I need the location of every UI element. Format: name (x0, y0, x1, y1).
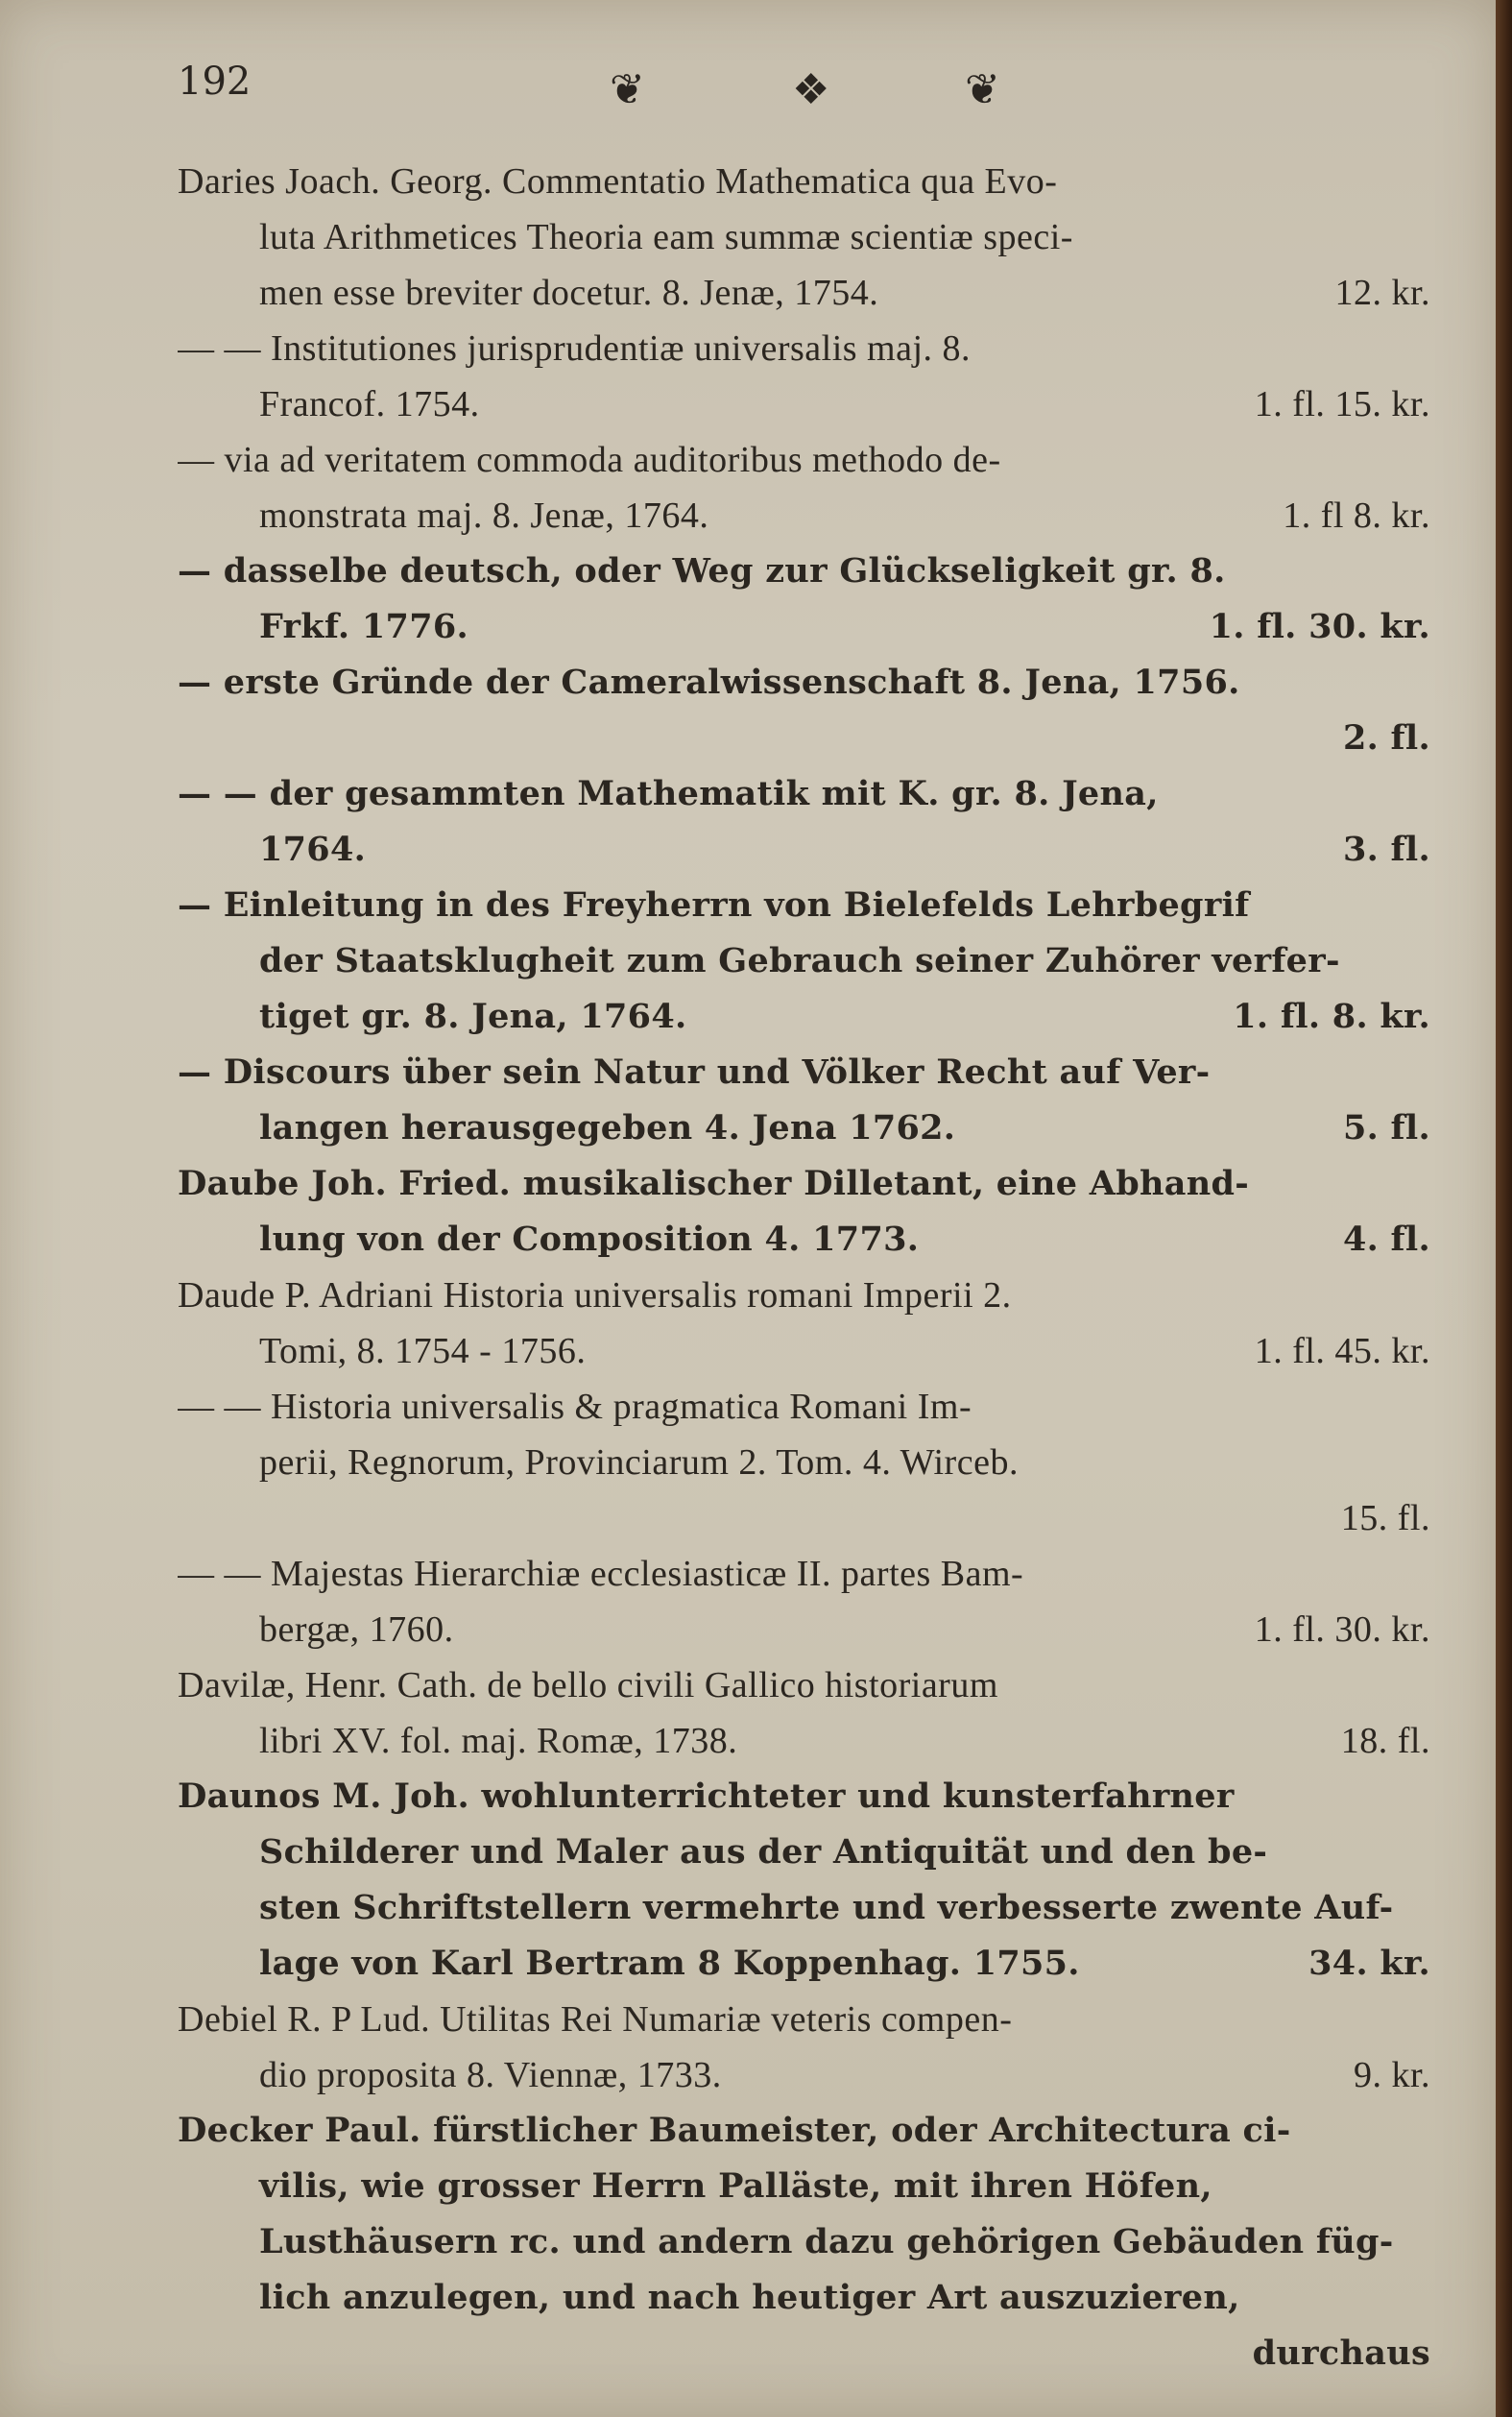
text-line (178, 655, 1430, 711)
text-line (178, 1379, 1430, 1435)
line-text: lage von Karl Bertram 8 Koppenhag. 1755. (259, 1944, 1080, 1983)
text-line (178, 1713, 1430, 1769)
line-text: luta Arithmetices Theoria eam summæ scientiæ speci- (259, 217, 1073, 257)
text-line (178, 1212, 1430, 1268)
text-line (178, 265, 1430, 321)
line-text: — — Majestas Hierarchiæ ecclesiasticæ II. partes Bam- (178, 1554, 1024, 1594)
text-line (178, 2047, 1430, 2103)
line-text: Debiel R. P Lud. Utilitas Rei Numariæ veteris compen- (178, 1999, 1013, 2040)
catalogue-entries (178, 154, 1430, 2381)
text-line (178, 321, 1430, 376)
text-line (178, 1657, 1430, 1713)
price: 1. fl. 15. kr. (1254, 384, 1430, 424)
text-line (178, 1880, 1430, 1936)
line-text: perii, Regnorum, Provinciarum 2. Tom. 4. Wirceb. (259, 1442, 1019, 1483)
price: 3. fl. (1342, 830, 1430, 869)
text-line (178, 2326, 1430, 2381)
text-line (178, 711, 1430, 766)
text-line (178, 1268, 1430, 1323)
price: 1. fl 8. kr. (1283, 495, 1430, 536)
line-text: — — Institutiones jurisprudentiæ universalis maj. 8. (178, 328, 972, 369)
line-text: Daube Joh. Fried. musikalischer Dilletant, eine Abhand- (178, 1164, 1250, 1203)
line-text: vilis, wie grosser Herrn Palläste, mit ihren Höfen, (259, 2166, 1212, 2206)
text-line (178, 1546, 1430, 1602)
line-text: 1764. (259, 830, 367, 869)
line-text: tiget gr. 8. Jena, 1764. (259, 997, 687, 1036)
text-line (178, 2270, 1430, 2326)
price: durchaus (1252, 2333, 1430, 2373)
running-head (178, 48, 1416, 134)
line-text: Lusthäusern rc. und andern dazu gehörigen Gebäuden füg- (259, 2222, 1394, 2261)
price: 18. fl. (1340, 1721, 1430, 1761)
text-line (178, 2159, 1430, 2214)
text-line (178, 989, 1430, 1045)
text-line (178, 1435, 1430, 1490)
line-text: — — Historia universalis & pragmatica Romani Im- (178, 1387, 972, 1427)
line-text: bergæ, 1760. (259, 1609, 454, 1650)
price: 12. kr. (1334, 273, 1430, 313)
line-text: libri XV. fol. maj. Romæ, 1738. (259, 1721, 738, 1761)
text-line (178, 766, 1430, 822)
text-line (178, 209, 1430, 265)
text-line (178, 933, 1430, 989)
text-line (178, 1490, 1430, 1546)
line-text: Daude P. Adriani Historia universalis romani Imperii 2. (178, 1275, 1012, 1316)
text-line (178, 154, 1430, 209)
line-text: Decker Paul. fürstlicher Baumeister, oder Architectura ci- (178, 2111, 1291, 2150)
line-text: — via ad veritatem commoda auditoribus methodo de- (178, 440, 1001, 480)
line-text: Daunos M. Joh. wohlunterrichteter und kunsterfahrner (178, 1776, 1235, 1816)
text-line (178, 1100, 1430, 1156)
text-line (178, 599, 1430, 655)
text-line (178, 544, 1430, 599)
price: 1. fl. 30. kr. (1209, 607, 1430, 646)
text-line (178, 432, 1430, 488)
line-text: der Staatsklugheit zum Gebrauch seiner Zuhörer verfer- (259, 941, 1340, 980)
text-line (178, 2214, 1430, 2270)
fleuron-ornament-left: ❦ (610, 65, 645, 114)
price: 2. fl. (1342, 718, 1430, 758)
price: 1. fl. 30. kr. (1254, 1609, 1430, 1650)
text-line (178, 1936, 1430, 1992)
price: 5. fl. (1342, 1108, 1430, 1148)
text-line (178, 1323, 1430, 1379)
line-text: Tomi, 8. 1754 - 1756. (259, 1331, 587, 1371)
line-text: Daries Joach. Georg. Commentatio Mathematica qua Evo- (178, 161, 1058, 202)
line-text: langen herausgegeben 4. Jena 1762. (259, 1108, 956, 1148)
price: 15. fl. (1340, 1498, 1430, 1538)
text-line (178, 1156, 1430, 1212)
fleuron-ornament-center: ❖ (792, 65, 830, 114)
line-text: Davilæ, Henr. Cath. de bello civili Gallico historiarum (178, 1665, 998, 1705)
line-text: dio proposita 8. Viennæ, 1733. (259, 2055, 722, 2095)
page-number: 192 (178, 60, 252, 104)
text-line (178, 2103, 1430, 2159)
text-line (178, 1992, 1430, 2047)
line-text: — erste Gründe der Cameralwissenschaft 8. Jena, 1756. (178, 663, 1240, 702)
price: 1. fl. 45. kr. (1254, 1331, 1430, 1371)
fleuron-ornament-right: ❦ (965, 65, 1000, 114)
text-line (178, 878, 1430, 933)
line-text: sten Schriftstellern vermehrte und verbesserte zwente Auf- (259, 1888, 1394, 1927)
text-line (178, 1045, 1430, 1100)
text-line (178, 1602, 1430, 1657)
text-line (178, 822, 1430, 878)
price: 1. fl. 8. kr. (1233, 997, 1430, 1036)
line-text: lich anzulegen, und nach heutiger Art auszuzieren, (259, 2278, 1240, 2317)
line-text: men esse breviter docetur. 8. Jenæ, 1754. (259, 273, 879, 313)
line-text: — Einleitung in des Freyherrn von Bielefelds Lehrbegrif (178, 885, 1250, 925)
line-text: — dasselbe deutsch, oder Weg zur Glückseligkeit gr. 8. (178, 551, 1226, 591)
price: 4. fl. (1342, 1220, 1430, 1259)
price: 9. kr. (1353, 2055, 1430, 2095)
price: 34. kr. (1308, 1944, 1430, 1983)
line-text: Schilderer und Maler aus der Antiquität und den be- (259, 1832, 1268, 1872)
line-text: — Discours über sein Natur und Völker Recht auf Ver- (178, 1052, 1211, 1092)
line-text: — — der gesammten Mathematik mit K. gr. 8. Jena, (178, 774, 1159, 813)
line-text: monstrata maj. 8. Jenæ, 1764. (259, 495, 709, 536)
book-gutter (1496, 0, 1512, 2417)
text-line (178, 1769, 1430, 1825)
text-line (178, 488, 1430, 544)
text-line (178, 1825, 1430, 1880)
line-text: lung von der Composition 4. 1773. (259, 1220, 920, 1259)
line-text: Francof. 1754. (259, 384, 480, 424)
line-text: Frkf. 1776. (259, 607, 468, 646)
text-line (178, 376, 1430, 432)
